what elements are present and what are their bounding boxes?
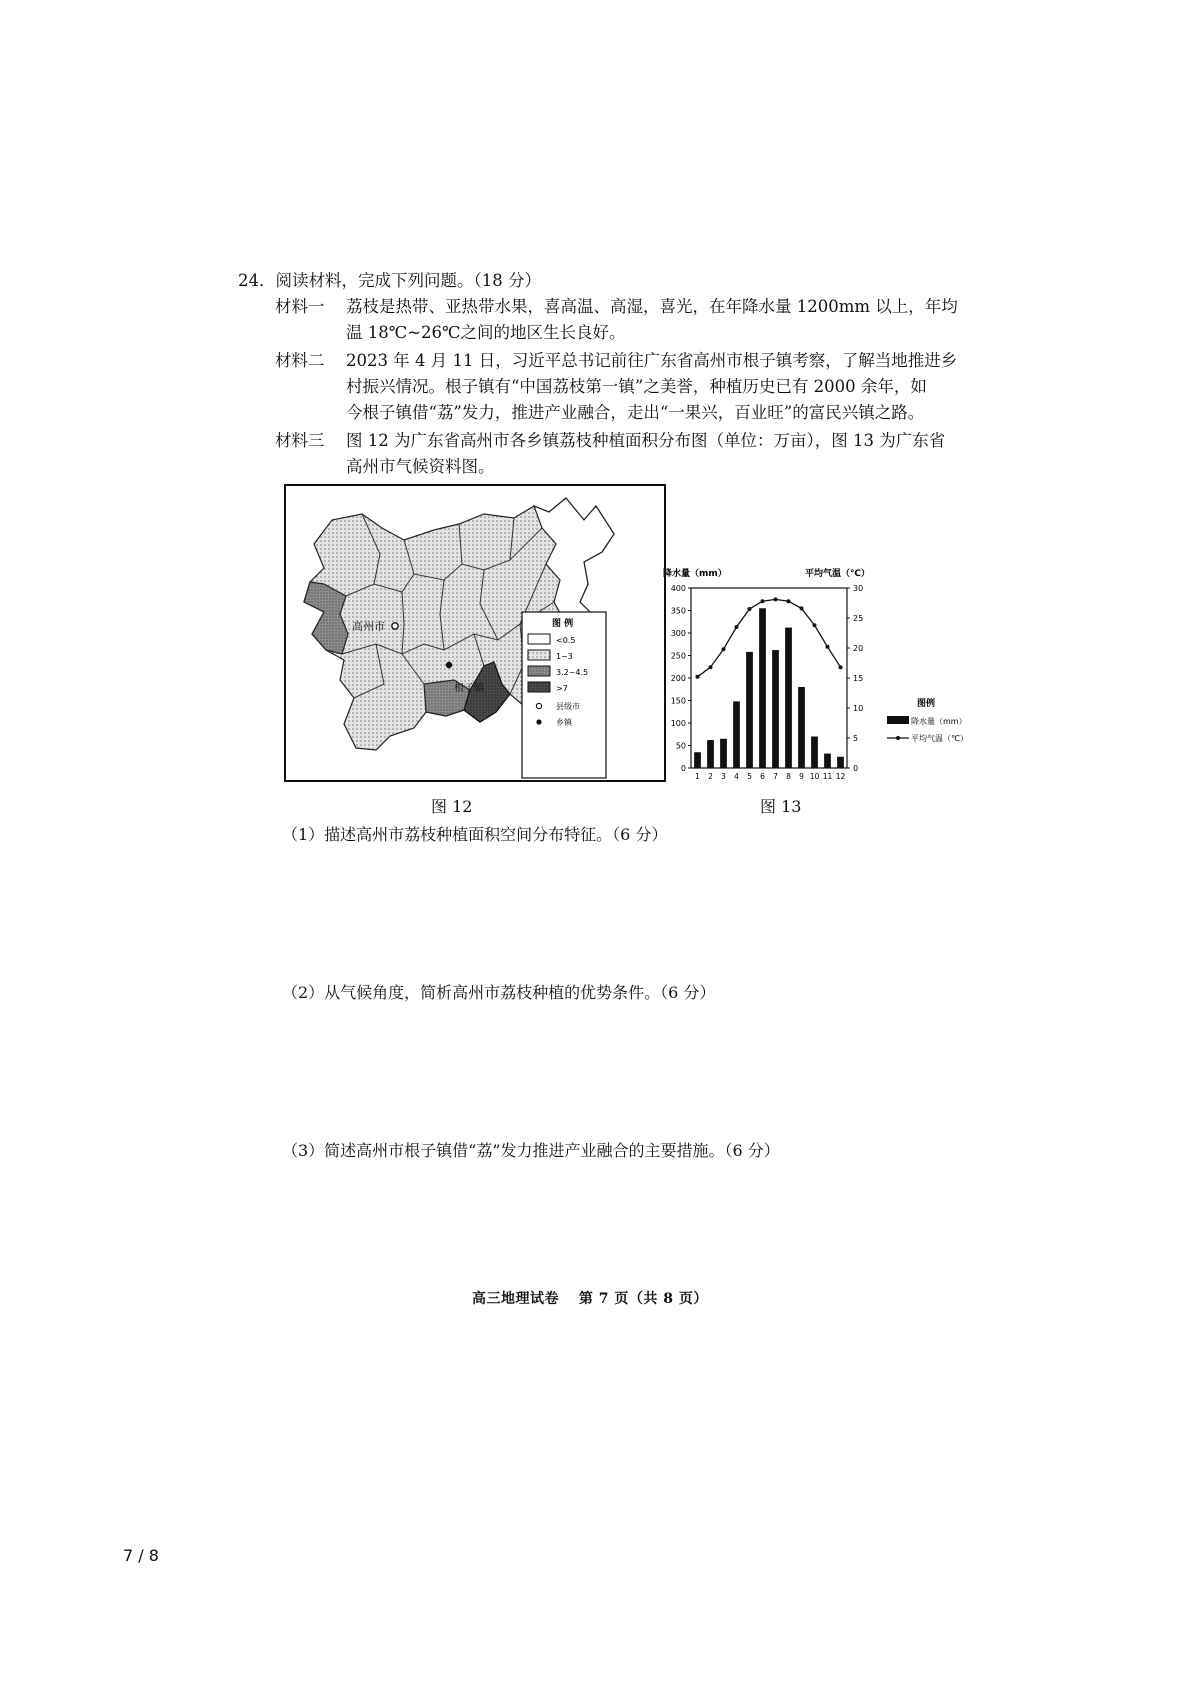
- chart-right-tick-label: 0: [853, 764, 859, 773]
- map-legend: [522, 612, 606, 778]
- chart-legend-item-2: 平均气温（℃）: [911, 734, 968, 743]
- chart-temp-point: [839, 665, 843, 669]
- material-2-label: 材料二: [275, 351, 325, 370]
- chart-ylabel-right: 平均气温（℃）: [805, 569, 870, 579]
- chart-left-tick-label: 350: [670, 606, 686, 616]
- chart-temp-point: [774, 597, 778, 601]
- chart-right-tick-label: 15: [853, 674, 864, 683]
- chart-legend-item-1: 降水量（mm）: [911, 717, 967, 726]
- chart-precip-bar: [733, 701, 740, 768]
- chart-x-tick-label: 2: [708, 772, 713, 781]
- subquestion-3: （3）简述高州市根子镇借“荔”发力推进产业融合的主要措施。（6 分）: [282, 1141, 780, 1160]
- chart-temp-point: [722, 647, 726, 651]
- chart-temp-point: [748, 607, 752, 611]
- chart-right-tick-label: 10: [853, 704, 864, 713]
- page-footer: 高三地理试卷 第 7 页（共 8 页）: [472, 1291, 708, 1307]
- chart-precip-bar: [746, 652, 753, 768]
- chart-left-tick-label: 300: [670, 629, 686, 638]
- page-indicator: 7 / 8: [123, 1546, 159, 1565]
- chart-ylabel-left: 降水量（mm）: [663, 569, 727, 579]
- town-marker-icon: [446, 662, 452, 668]
- city-marker-icon: [392, 623, 398, 629]
- chart-left-tick-label: 150: [670, 696, 686, 706]
- chart-temp-point: [735, 625, 739, 629]
- material-2-line-2: 村振兴情况。根子镇有“中国荔枝第一镇”之美誉，种植历史已有 2000 余年，如: [346, 377, 927, 396]
- chart-x-tick-label: 3: [721, 772, 726, 781]
- legend-city-icon: [536, 703, 541, 708]
- chart-precip-bar: [720, 739, 727, 768]
- subquestion-2: （2）从气候角度，简析高州市荔枝种植的优势条件。（6 分）: [282, 983, 716, 1002]
- material-2-line-3: 今根子镇借“荔”发力，推进产业融合，走出“一果兴，百业旺”的富民兴镇之路。: [346, 403, 925, 422]
- chart-x-tick-label: 5: [747, 772, 752, 781]
- chart-left-tick-label: 0: [680, 764, 686, 773]
- chart-caption: 图 13: [760, 797, 802, 816]
- chart-temp-point: [761, 599, 765, 603]
- chart-precip-bar: [759, 608, 766, 768]
- chart-right-tick-label: 25: [853, 614, 864, 623]
- material-1-label: 材料一: [275, 297, 325, 316]
- chart-x-tick-label: 12: [835, 772, 846, 781]
- chart-right-tick-label: 30: [853, 584, 864, 593]
- chart-temp-point: [696, 675, 700, 679]
- litchi-area-map: [284, 484, 666, 782]
- chart-temp-point: [709, 665, 713, 669]
- map-town-label: 根子镇: [454, 683, 484, 694]
- chart-temp-point: [800, 606, 804, 610]
- chart-precip-bar: [772, 650, 779, 768]
- chart-x-tick-label: 6: [760, 772, 765, 781]
- chart-left-tick-label: 50: [675, 741, 686, 751]
- chart-precip-bar: [824, 754, 831, 768]
- map-legend-symbol-2: 乡镇: [556, 718, 572, 727]
- map-caption: 图 12: [431, 797, 473, 816]
- map-legend-item-3: 3.2~4.5: [556, 668, 589, 677]
- material-3-label: 材料三: [275, 431, 325, 450]
- chart-precip-bar: [694, 752, 701, 768]
- chart-temp-point: [826, 645, 830, 649]
- chart-precip-bar: [837, 757, 844, 768]
- chart-temp-line: [698, 599, 841, 676]
- chart-legend-bar-swatch: [887, 716, 909, 724]
- chart-x-tick-label: 8: [786, 772, 791, 781]
- chart-left-tick-label: 400: [670, 584, 686, 593]
- chart-x-tick-label: 7: [773, 772, 778, 781]
- chart-left-tick-label: 250: [670, 651, 686, 661]
- climate-chart: [655, 560, 985, 788]
- chart-temp-point: [813, 623, 817, 627]
- legend-town-icon: [536, 719, 541, 724]
- material-1-line-1: 荔枝是热带、亚热带水果，喜高温、高湿，喜光，在年降水量 1200mm 以上，年均: [346, 297, 958, 316]
- material-1-line-2: 温 18℃~26℃之间的地区生长良好。: [346, 323, 626, 342]
- chart-left-tick-label: 200: [670, 674, 686, 683]
- chart-right-tick-label: 20: [853, 644, 864, 653]
- chart-precip-bar: [811, 737, 818, 769]
- chart-precip-bar: [798, 687, 805, 768]
- material-3-line-2: 高州市气候资料图。: [346, 457, 495, 476]
- chart-legend-line-marker: [896, 736, 900, 740]
- map-legend-symbol-1: 县级市: [556, 702, 580, 711]
- chart-x-tick-label: 9: [799, 772, 804, 781]
- question-header: 24．阅读材料，完成下列问题。（18 分）: [238, 271, 541, 290]
- map-legend-item-1: <0.5: [556, 636, 576, 645]
- material-2-line-1: 2023 年 4 月 11 日，习近平总书记前往广东省高州市根子镇考察，了解当地推进乡: [346, 351, 958, 370]
- chart-x-tick-label: 10: [809, 772, 820, 781]
- chart-x-tick-label: 1: [695, 772, 700, 781]
- map-legend-item-2: 1~3: [556, 652, 573, 661]
- chart-x-tick-label: 4: [734, 772, 739, 781]
- chart-plot-frame: [691, 588, 847, 768]
- map-legend-item-4: >7: [556, 684, 568, 693]
- subquestion-1: （1）描述高州市荔枝种植面积空间分布特征。（6 分）: [282, 825, 668, 844]
- chart-right-tick-label: 5: [853, 734, 859, 743]
- map-city-label: 高州市: [352, 620, 385, 633]
- material-3-line-1: 图 12 为广东省高州市各乡镇荔枝种植面积分布图（单位：万亩），图 13 为广东省: [346, 431, 946, 450]
- chart-x-tick-label: 11: [822, 772, 833, 781]
- map-legend-title: 图 例: [552, 619, 574, 629]
- chart-precip-bar: [785, 628, 792, 768]
- chart-left-tick-label: 100: [670, 719, 686, 728]
- chart-temp-point: [787, 599, 791, 603]
- chart-precip-bar: [707, 740, 714, 768]
- chart-legend-title: 图例: [917, 699, 936, 709]
